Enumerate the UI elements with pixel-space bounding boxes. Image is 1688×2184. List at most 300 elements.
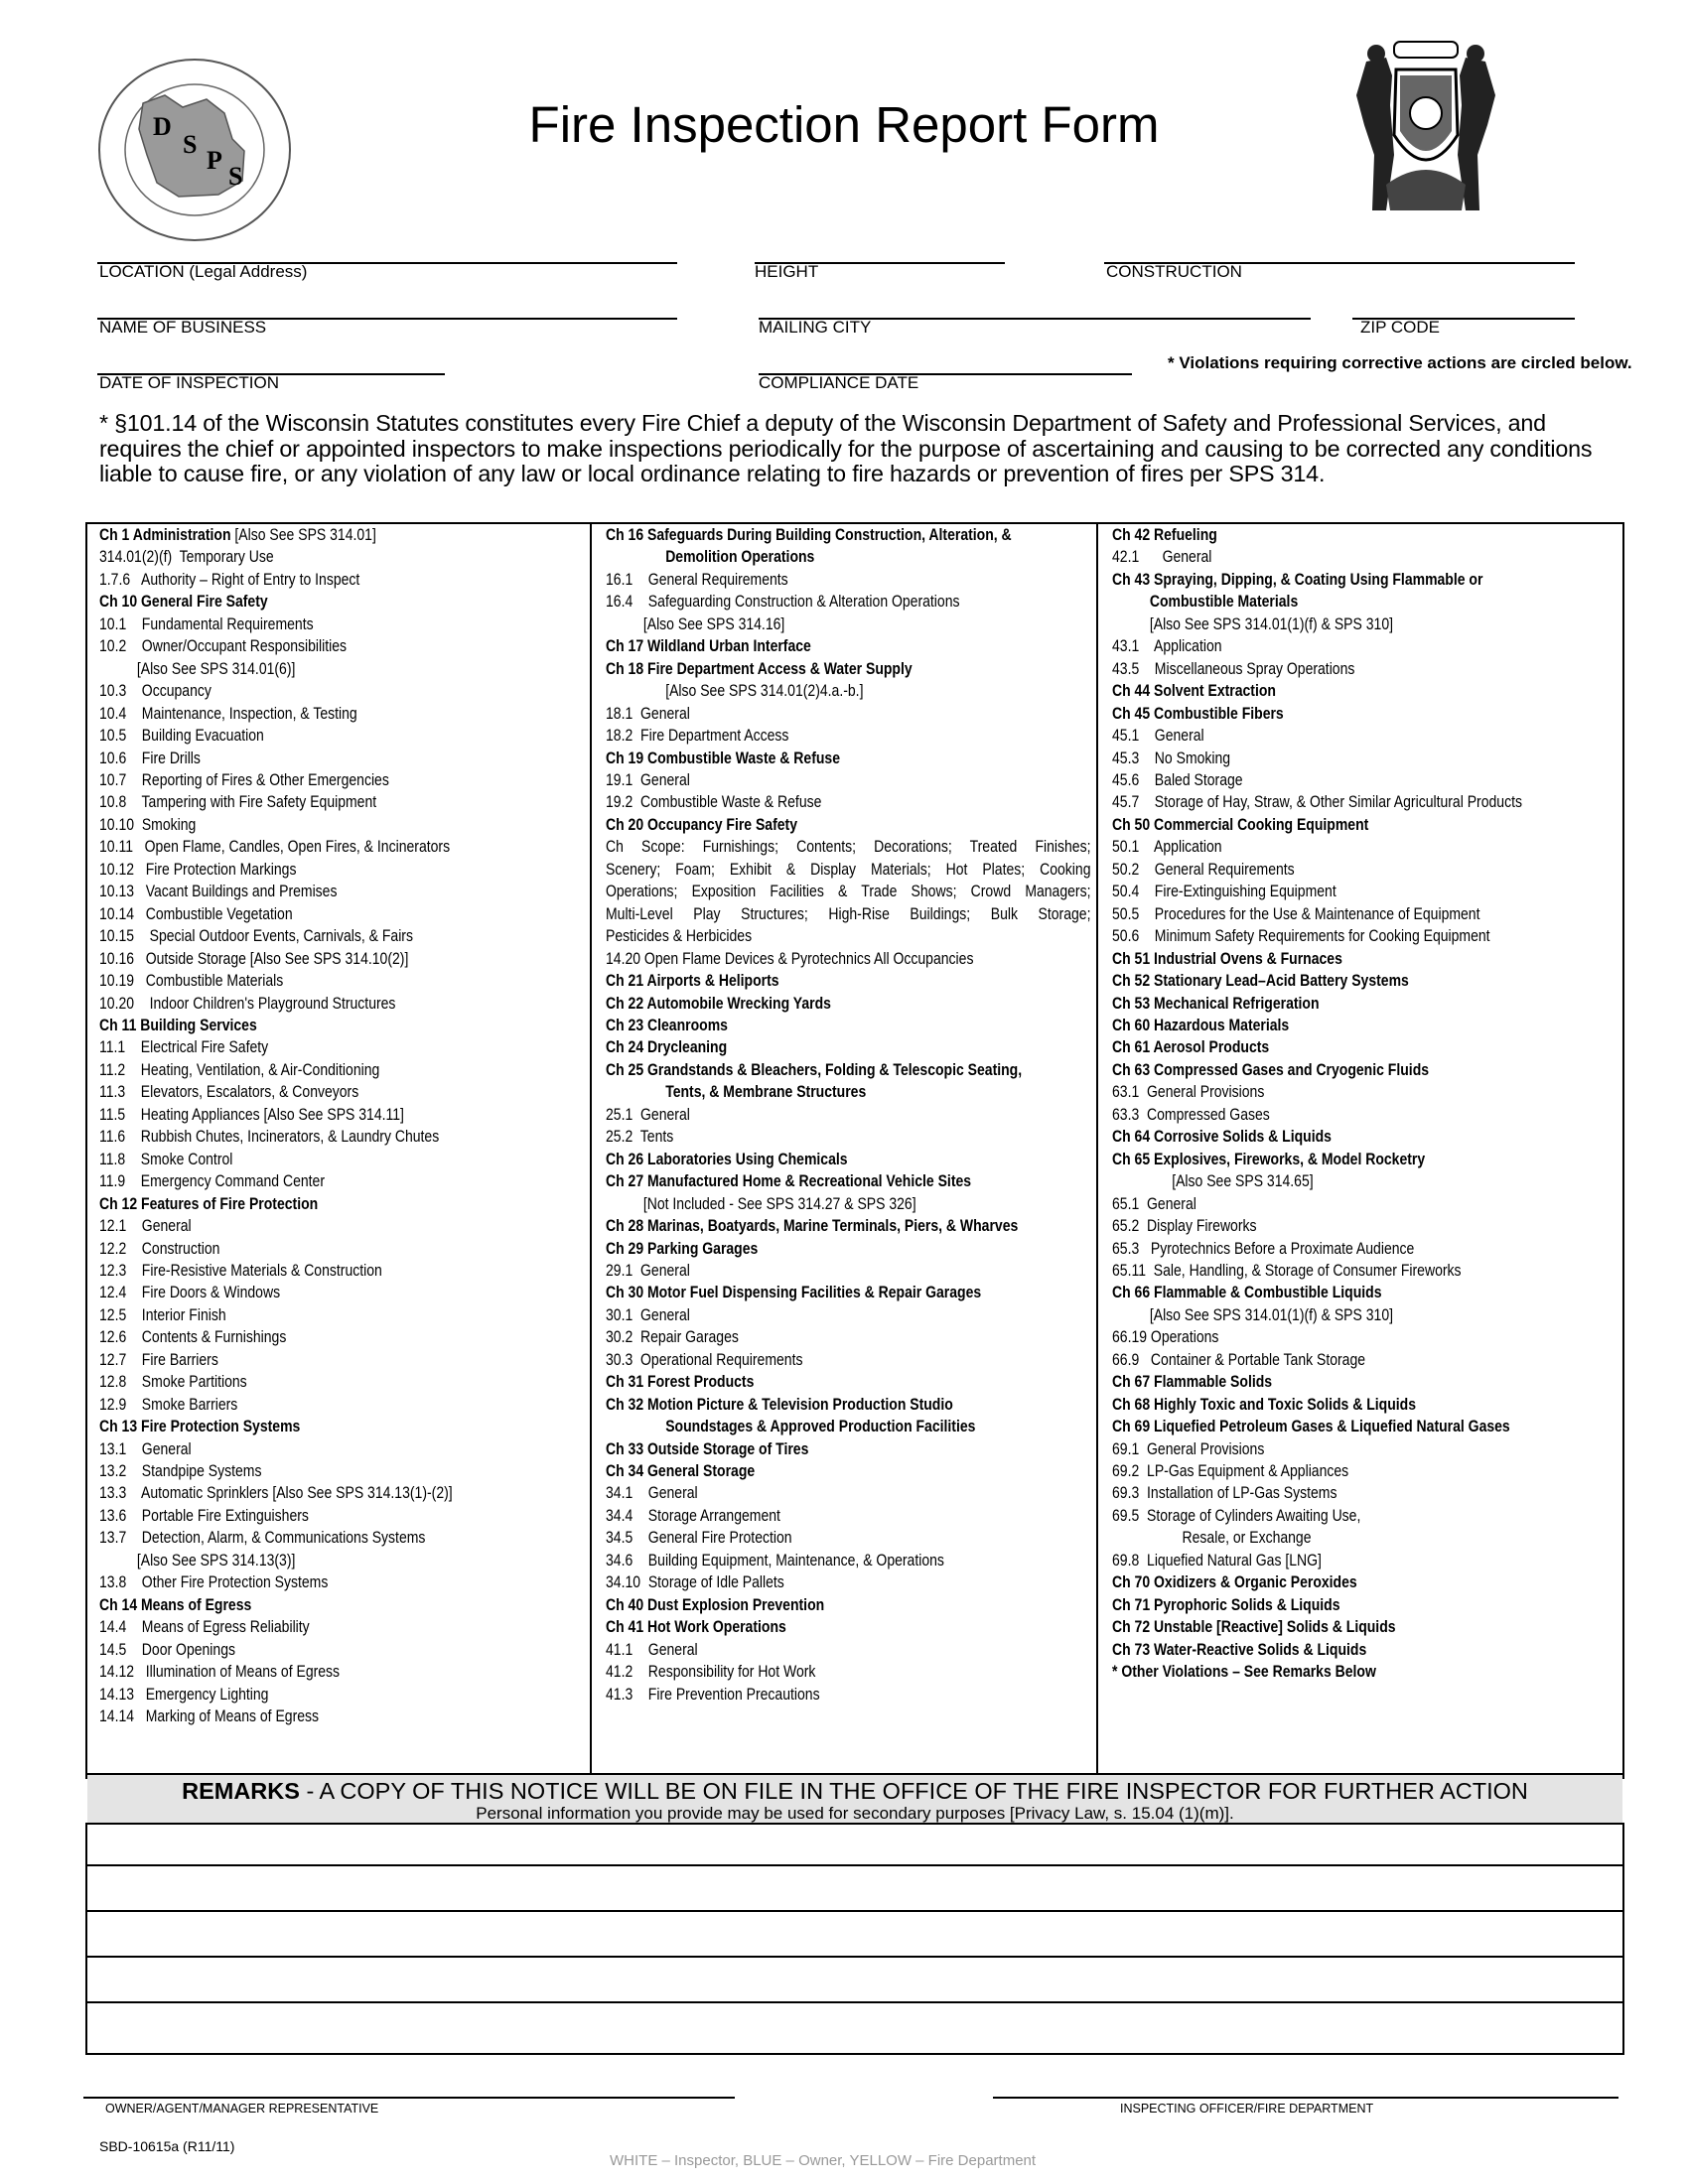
location-field-label: LOCATION (Legal Address) [99, 262, 308, 281]
section-text: [Also See SPS 314.16] [642, 614, 785, 633]
section-text: 10.20 Indoor Children's Playground Structures [99, 994, 396, 1013]
chapter-title: Ch 23 Cleanrooms [606, 1016, 728, 1034]
section-item[interactable] [1112, 635, 1616, 657]
section-text: Operations; Exposition Facilities & Trade Shows; Crowd Managers; [606, 883, 1091, 901]
chapter-heading[interactable] [606, 1238, 1090, 1260]
section-item[interactable] [99, 748, 584, 769]
statute-paragraph: * §101.14 of the Wisconsin Statutes constitutes every Fire Chief a deputy of the Wisconsin Department of Safety and Professional Services, and requires the chief or appointed inspectors to make inspections periodically for the purpose of ascertaining and causing to be corrected any conditions liable to cause fire, or any violation of any law or local ordinance relating to fire hazards or prevention of fires per SPS 314. [99, 410, 1593, 486]
section-text: 12.3 Fire-Resistive Materials & Construction [99, 1261, 382, 1280]
section-text: 12.4 Fire Doors & Windows [99, 1284, 281, 1302]
section-text: [Not Included - See SPS 314.27 & SPS 326] [642, 1194, 916, 1213]
remarks-line[interactable] [85, 1910, 1624, 1912]
section-item[interactable] [606, 569, 1090, 591]
chapter-heading[interactable] [606, 1170, 1090, 1192]
section-text: 66.19 Operations [1112, 1328, 1219, 1347]
section-item[interactable] [1112, 1104, 1616, 1126]
chapter-title: Ch 11 Building Services [99, 1016, 257, 1034]
chapter-title: Ch 24 Drycleaning [606, 1038, 728, 1057]
remarks-line[interactable] [85, 1956, 1624, 1958]
section-item[interactable] [1112, 925, 1616, 947]
chapter-heading[interactable] [1112, 1036, 1616, 1058]
section-item[interactable] [606, 725, 1090, 747]
section-item[interactable] [99, 769, 584, 791]
chapter-title: Ch 67 Flammable Solids [1112, 1373, 1273, 1392]
section-item[interactable] [99, 948, 584, 970]
chapter-heading[interactable] [606, 658, 1090, 680]
chapter-heading[interactable] [606, 524, 1090, 546]
section-text: 10.2 Owner/Occupant Responsibilities [99, 637, 348, 656]
section-item[interactable] [606, 791, 1090, 813]
chapter-heading[interactable] [1112, 1282, 1616, 1303]
section-item[interactable] [1112, 1527, 1616, 1549]
inspection-date-field-label: DATE OF INSPECTION [99, 373, 280, 392]
chapter-title: Ch 64 Corrosive Solids & Liquids [1112, 1128, 1332, 1147]
section-item[interactable] [606, 836, 1090, 858]
section-text: 10.8 Tampering with Fire Safety Equipment [99, 793, 377, 812]
section-text: 14.5 Door Openings [99, 1640, 235, 1659]
section-item[interactable] [99, 725, 584, 747]
chapter-title: Ch 18 Fire Department Access & Water Supply [606, 659, 913, 678]
section-text: 30.3 Operational Requirements [606, 1350, 803, 1369]
section-text: 65.3 Pyrotechnics Before a Proximate Audience [1112, 1239, 1415, 1258]
section-item[interactable] [606, 925, 1090, 947]
chapter-heading[interactable] [606, 1282, 1090, 1303]
chapter-heading[interactable] [606, 1438, 1090, 1460]
section-item[interactable] [99, 1104, 584, 1126]
chapter-heading[interactable] [606, 993, 1090, 1015]
section-item[interactable] [606, 948, 1090, 970]
owner-signature-label: OWNER/AGENT/MANAGER REPRESENTATIVE [105, 2102, 379, 2116]
chapter-heading[interactable] [1112, 970, 1616, 992]
section-text: 11.2 Heating, Ventilation, & Air-Conditioning [99, 1060, 380, 1079]
chapter-title: Combustible Materials [1149, 593, 1299, 612]
chapter-column-2 [606, 524, 1090, 1706]
section-text: 10.4 Maintenance, Inspection, & Testing [99, 704, 357, 723]
chapter-title: Ch 51 Industrial Ovens & Furnaces [1112, 949, 1342, 968]
section-item[interactable] [99, 881, 584, 902]
section-text: 34.10 Storage of Idle Pallets [606, 1573, 784, 1592]
chapter-heading[interactable] [99, 591, 584, 613]
section-item[interactable] [99, 1238, 584, 1260]
chapter-heading[interactable] [1112, 524, 1616, 546]
chapter-heading[interactable] [606, 1015, 1090, 1036]
section-text: 65.2 Display Fireworks [1112, 1217, 1257, 1236]
chapter-title: Ch 63 Compressed Gases and Cryogenic Fluids [1112, 1060, 1430, 1079]
section-item[interactable] [99, 1260, 584, 1282]
section-text: 10.7 Reporting of Fires & Other Emergencies [99, 770, 389, 789]
section-item[interactable] [1112, 1349, 1616, 1371]
section-item[interactable] [1112, 614, 1616, 635]
section-text: 12.5 Interior Finish [99, 1305, 226, 1324]
section-text: 12.9 Smoke Barriers [99, 1395, 238, 1414]
chapter-heading[interactable] [606, 1059, 1090, 1081]
chapter-heading[interactable] [1112, 1616, 1616, 1638]
section-item[interactable] [99, 635, 584, 657]
section-item[interactable] [99, 614, 584, 635]
section-item[interactable] [606, 1684, 1090, 1706]
section-text: [Also See SPS 314.65] [1172, 1172, 1314, 1191]
chapter-title: Ch 73 Water-Reactive Solids & Liquids [1112, 1640, 1367, 1659]
section-item[interactable] [1112, 1193, 1616, 1215]
section-item[interactable] [99, 1371, 584, 1393]
chapter-heading[interactable] [1112, 948, 1616, 970]
section-item[interactable] [606, 546, 1090, 568]
section-text: 45.7 Storage of Hay, Straw, & Other Similar Agricultural Products [1112, 793, 1522, 812]
section-item[interactable] [606, 703, 1090, 725]
chapter-heading[interactable] [1112, 1416, 1616, 1437]
section-text: [Also See SPS 314.01] [234, 526, 376, 544]
chapter-title: Ch 32 Motion Picture & Television Production Studio [606, 1395, 953, 1414]
section-text: 10.12 Fire Protection Markings [99, 860, 297, 879]
chapter-title: Ch 22 Automobile Wrecking Yards [606, 994, 831, 1013]
section-item[interactable] [606, 680, 1090, 702]
section-text: [Also See SPS 314.01(6)] [136, 659, 296, 678]
section-item[interactable] [99, 1149, 584, 1170]
section-item[interactable] [99, 1505, 584, 1527]
section-item[interactable] [606, 1193, 1090, 1215]
section-item[interactable] [1112, 1326, 1616, 1348]
section-item[interactable] [1112, 859, 1616, 881]
chapter-title: Ch 17 Wildland Urban Interface [606, 637, 811, 656]
chapter-title: Ch 31 Forest Products [606, 1373, 755, 1392]
chapter-heading[interactable] [606, 1149, 1090, 1170]
section-item[interactable] [99, 1460, 584, 1482]
section-text: Ch Scope: Furnishings; Contents; Decorations; Treated Finishes; [606, 838, 1091, 857]
section-text: 43.1 Application [1112, 637, 1222, 656]
section-text: 10.6 Fire Drills [99, 749, 201, 767]
chapter-title: Ch 14 Means of Egress [99, 1595, 252, 1614]
section-item[interactable] [1112, 1215, 1616, 1237]
chapter-heading[interactable] [606, 1036, 1090, 1058]
section-text: 14.4 Means of Egress Reliability [99, 1618, 310, 1637]
chapter-title: Ch 68 Highly Toxic and Toxic Solids & Liquids [1112, 1395, 1417, 1414]
section-item[interactable] [99, 1036, 584, 1058]
chapter-heading[interactable] [606, 1394, 1090, 1416]
compliance-date-field-label: COMPLIANCE DATE [759, 373, 919, 392]
section-item[interactable] [606, 591, 1090, 613]
chapter-title: Ch 12 Features of Fire Protection [99, 1194, 319, 1213]
chapter-title: Ch 69 Liquefied Petroleum Gases & Liquefied Natural Gases [1112, 1418, 1510, 1436]
section-text: 10.3 Occupancy [99, 682, 211, 701]
section-text: 11.1 Electrical Fire Safety [99, 1038, 269, 1057]
chapter-title: Ch 66 Flammable & Combustible Liquids [1112, 1284, 1382, 1302]
chapter-title: Ch 29 Parking Garages [606, 1239, 759, 1258]
remarks-title-text: - A COPY OF THIS NOTICE WILL BE ON FILE IN THE OFFICE OF THE FIRE INSPECTOR FOR FURTHER ACTION [299, 1778, 1528, 1804]
chapter-heading[interactable] [606, 1215, 1090, 1237]
section-item[interactable] [606, 614, 1090, 635]
chapter-heading[interactable] [99, 1015, 584, 1036]
section-item[interactable] [1112, 881, 1616, 902]
section-item[interactable] [99, 903, 584, 925]
remarks-title-bold: REMARKS [182, 1778, 300, 1804]
section-item[interactable] [1112, 1170, 1616, 1192]
section-text: 12.2 Construction [99, 1239, 220, 1258]
section-text: 13.7 Detection, Alarm, & Communications Systems [99, 1529, 426, 1548]
chapter-title: Ch 65 Explosives, Fireworks, & Model Rocketry [1112, 1150, 1426, 1168]
section-item[interactable] [99, 680, 584, 702]
section-item[interactable] [606, 1482, 1090, 1504]
section-item[interactable] [99, 836, 584, 858]
section-text: 1.7.6 Authority – Right of Entry to Inspect [99, 570, 360, 589]
section-item[interactable] [1112, 1238, 1616, 1260]
section-text: 18.1 General [606, 704, 690, 723]
remarks-area[interactable] [85, 1823, 1624, 2055]
section-text: 10.19 Combustible Materials [99, 972, 284, 991]
chapter-heading[interactable] [1112, 1149, 1616, 1170]
chapter-heading[interactable] [1112, 1639, 1616, 1661]
chapter-heading[interactable] [606, 1594, 1090, 1616]
svg-text:S: S [228, 162, 243, 191]
section-item[interactable] [606, 1304, 1090, 1326]
section-item[interactable] [99, 658, 584, 680]
section-text: 30.1 General [606, 1305, 690, 1324]
chapter-title: Ch 21 Airports & Heliports [606, 972, 779, 991]
section-item[interactable] [606, 1104, 1090, 1126]
section-text: 50.1 Application [1112, 838, 1222, 857]
chapter-heading[interactable] [1112, 1594, 1616, 1616]
section-item[interactable] [1112, 903, 1616, 925]
section-text: 12.1 General [99, 1217, 192, 1236]
section-text: 63.1 General Provisions [1112, 1083, 1265, 1102]
section-text: 69.2 LP-Gas Equipment & Appliances [1112, 1462, 1349, 1481]
chapter-heading[interactable] [1112, 1015, 1616, 1036]
section-text: 50.4 Fire-Extinguishing Equipment [1112, 883, 1336, 901]
section-item[interactable] [1112, 1661, 1616, 1683]
section-text: 13.6 Portable Fire Extinguishers [99, 1506, 309, 1525]
chapter-title: Ch 10 General Fire Safety [99, 593, 268, 612]
section-item[interactable] [606, 1260, 1090, 1282]
chapter-heading[interactable] [1112, 1371, 1616, 1393]
chapter-heading[interactable] [606, 748, 1090, 769]
chapter-title: Demolition Operations [665, 548, 815, 567]
section-item[interactable] [606, 1661, 1090, 1683]
chapter-title: Ch 16 Safeguards During Building Construction, Alteration, & [606, 526, 1012, 544]
chapter-heading[interactable] [606, 635, 1090, 657]
chapter-heading[interactable] [1112, 1059, 1616, 1081]
section-text: 50.5 Procedures for the Use & Maintenance of Equipment [1112, 904, 1480, 923]
section-text: Multi-Level Play Structures; High-Rise Buildings; Bulk Storage; [606, 904, 1091, 923]
section-item[interactable] [606, 1571, 1090, 1593]
section-text: 41.3 Fire Prevention Precautions [606, 1685, 820, 1704]
section-item[interactable] [606, 1550, 1090, 1571]
section-item[interactable] [606, 1081, 1090, 1103]
section-item[interactable] [99, 814, 584, 836]
section-text: 11.3 Elevators, Escalators, & Conveyors [99, 1083, 359, 1102]
section-item[interactable] [1112, 836, 1616, 858]
section-text: Resale, or Exchange [1182, 1529, 1312, 1548]
height-field-label: HEIGHT [755, 262, 819, 281]
section-item[interactable] [1112, 1482, 1616, 1504]
mailing-city-field-label: MAILING CITY [759, 318, 872, 337]
section-text: 11.6 Rubbish Chutes, Incinerators, & Laundry Chutes [99, 1128, 440, 1147]
section-item[interactable] [1112, 748, 1616, 769]
section-text: 45.3 No Smoking [1112, 749, 1231, 767]
section-item[interactable] [606, 769, 1090, 791]
section-item[interactable] [1112, 725, 1616, 747]
section-item[interactable] [99, 1482, 584, 1504]
section-text: 63.3 Compressed Gases [1112, 1105, 1270, 1124]
section-text: 29.1 General [606, 1261, 690, 1280]
section-text: 41.1 General [606, 1640, 698, 1659]
section-item[interactable] [99, 925, 584, 947]
remarks-line[interactable] [85, 1864, 1624, 1866]
chapter-heading[interactable] [1112, 569, 1616, 591]
chapter-heading[interactable] [606, 814, 1090, 836]
section-item[interactable] [1112, 591, 1616, 613]
section-item[interactable] [606, 1527, 1090, 1549]
section-item[interactable] [606, 1505, 1090, 1527]
chapter-title: Ch 13 Fire Protection Systems [99, 1418, 301, 1436]
section-text: 18.2 Fire Department Access [606, 727, 789, 746]
chapter-heading[interactable] [99, 1193, 584, 1215]
chapter-heading[interactable] [99, 524, 584, 546]
chapter-title: Ch 72 Unstable [Reactive] Solids & Liquids [1112, 1618, 1396, 1637]
chapter-title: Ch 20 Occupancy Fire Safety [606, 815, 798, 834]
chapter-title: Ch 34 General Storage [606, 1462, 756, 1481]
section-item[interactable] [99, 1438, 584, 1460]
section-item[interactable] [99, 1126, 584, 1148]
chapter-heading[interactable] [606, 1616, 1090, 1638]
section-item[interactable] [99, 569, 584, 591]
section-text: 12.7 Fire Barriers [99, 1350, 218, 1369]
section-item[interactable] [99, 859, 584, 881]
section-item[interactable] [1112, 1438, 1616, 1460]
section-item[interactable] [99, 993, 584, 1015]
section-text: 14.12 Illumination of Means of Egress [99, 1663, 341, 1682]
section-item[interactable] [99, 1394, 584, 1416]
chapter-title: Ch 44 Solvent Extraction [1112, 682, 1276, 701]
section-text: 14.13 Emergency Lighting [99, 1685, 269, 1704]
section-item[interactable] [99, 1706, 584, 1727]
section-text: 14.20 Open Flame Devices & Pyrotechnics All Occupancies [606, 949, 974, 968]
section-text: 10.1 Fundamental Requirements [99, 614, 314, 633]
chapter-title: Soundstages & Approved Production Facilities [665, 1418, 976, 1436]
chapter-title: Ch 61 Aerosol Products [1112, 1038, 1270, 1057]
section-text: 69.3 Installation of LP-Gas Systems [1112, 1484, 1337, 1503]
chapter-heading[interactable] [1112, 1394, 1616, 1416]
section-item[interactable] [99, 1059, 584, 1081]
chapter-heading[interactable] [606, 1460, 1090, 1482]
chapter-title: Ch 50 Commercial Cooking Equipment [1112, 815, 1369, 834]
chapter-heading[interactable] [99, 1416, 584, 1437]
section-item[interactable] [1112, 1460, 1616, 1482]
chapter-title: Ch 71 Pyrophoric Solids & Liquids [1112, 1595, 1340, 1614]
section-text: 34.6 Building Equipment, Maintenance, & Operations [606, 1551, 944, 1570]
chapter-heading[interactable] [1112, 680, 1616, 702]
section-text: 50.2 General Requirements [1112, 860, 1295, 879]
section-text: 69.8 Liquefied Natural Gas [LNG] [1112, 1551, 1322, 1570]
section-item[interactable] [99, 1170, 584, 1192]
section-text: 34.5 General Fire Protection [606, 1529, 792, 1548]
chapter-heading[interactable] [1112, 703, 1616, 725]
zip-code-field-label: ZIP CODE [1360, 318, 1440, 337]
section-item[interactable] [99, 970, 584, 992]
section-item[interactable] [99, 1684, 584, 1706]
section-item[interactable] [606, 1639, 1090, 1661]
section-text: 34.1 General [606, 1484, 698, 1503]
section-item[interactable] [99, 546, 584, 568]
section-item[interactable] [99, 1661, 584, 1683]
section-text: 69.1 General Provisions [1112, 1439, 1265, 1458]
section-item[interactable] [1112, 791, 1616, 813]
section-item[interactable] [99, 1616, 584, 1638]
form-number: SBD-10615a (R11/11) [99, 2138, 235, 2154]
section-text: 11.5 Heating Appliances [Also See SPS 314.11] [99, 1105, 404, 1124]
section-item[interactable] [99, 1326, 584, 1348]
section-item[interactable] [99, 703, 584, 725]
section-item[interactable] [99, 1550, 584, 1571]
chapter-title: Tents, & Membrane Structures [665, 1083, 867, 1102]
section-item[interactable] [1112, 1260, 1616, 1282]
remarks-line[interactable] [85, 2001, 1624, 2003]
section-item[interactable] [606, 903, 1090, 925]
section-item[interactable] [99, 1349, 584, 1371]
section-item[interactable] [606, 1326, 1090, 1348]
section-item[interactable] [606, 1126, 1090, 1148]
section-item[interactable] [1112, 1550, 1616, 1571]
section-item[interactable] [99, 1527, 584, 1549]
section-item[interactable] [606, 881, 1090, 902]
section-item[interactable] [606, 1416, 1090, 1437]
section-item[interactable] [99, 1304, 584, 1326]
section-item[interactable] [1112, 1304, 1616, 1326]
section-item[interactable] [1112, 658, 1616, 680]
section-text: 11.9 Emergency Command Center [99, 1172, 325, 1191]
section-text: 65.1 General [1112, 1194, 1196, 1213]
section-text: 10.16 Outside Storage [Also See SPS 314.10(2)] [99, 949, 409, 968]
wisconsin-state-seal [1336, 36, 1515, 222]
section-text: 12.6 Contents & Furnishings [99, 1328, 287, 1347]
chapter-heading[interactable] [1112, 1126, 1616, 1148]
section-item[interactable] [99, 1639, 584, 1661]
section-text: 43.5 Miscellaneous Spray Operations [1112, 659, 1355, 678]
section-text: 16.4 Safeguarding Construction & Alteration Operations [606, 593, 960, 612]
section-item[interactable] [99, 1282, 584, 1303]
section-text: 45.1 General [1112, 727, 1204, 746]
section-item[interactable] [99, 1215, 584, 1237]
section-text: 13.8 Other Fire Protection Systems [99, 1573, 329, 1592]
chapter-title: Ch 30 Motor Fuel Dispensing Facilities & Repair Garages [606, 1284, 982, 1302]
section-item[interactable] [1112, 769, 1616, 791]
section-text: 12.8 Smoke Partitions [99, 1373, 247, 1392]
chapter-title: Ch 26 Laboratories Using Chemicals [606, 1150, 848, 1168]
section-item[interactable] [606, 859, 1090, 881]
chapter-heading[interactable] [1112, 1571, 1616, 1593]
chapter-title: Ch 45 Combustible Fibers [1112, 704, 1284, 723]
officer-signature-label: INSPECTING OFFICER/FIRE DEPARTMENT [1120, 2102, 1374, 2116]
chapter-title: Ch 19 Combustible Waste & Refuse [606, 749, 841, 767]
section-item[interactable] [1112, 1081, 1616, 1103]
section-text: 10.5 Building Evacuation [99, 727, 264, 746]
chapter-heading[interactable] [606, 970, 1090, 992]
chapter-title: Ch 25 Grandstands & Bleachers, Folding & Telescopic Seating, [606, 1060, 1023, 1079]
section-text: 13.1 General [99, 1439, 192, 1458]
chapter-heading[interactable] [1112, 814, 1616, 836]
section-item[interactable] [99, 791, 584, 813]
section-item[interactable] [1112, 546, 1616, 568]
chapter-title: Ch 52 Stationary Lead–Acid Battery Systems [1112, 972, 1409, 991]
chapter-heading[interactable] [1112, 993, 1616, 1015]
section-item[interactable] [606, 1349, 1090, 1371]
section-text: 11.8 Smoke Control [99, 1150, 233, 1168]
section-item[interactable] [99, 1571, 584, 1593]
chapter-heading[interactable] [99, 1594, 584, 1616]
business-name-field-label: NAME OF BUSINESS [99, 318, 267, 337]
section-item[interactable] [99, 1081, 584, 1103]
section-text: 65.11 Sale, Handling, & Storage of Consumer Fireworks [1112, 1261, 1462, 1280]
section-item[interactable] [1112, 1505, 1616, 1527]
chapter-heading[interactable] [606, 1371, 1090, 1393]
